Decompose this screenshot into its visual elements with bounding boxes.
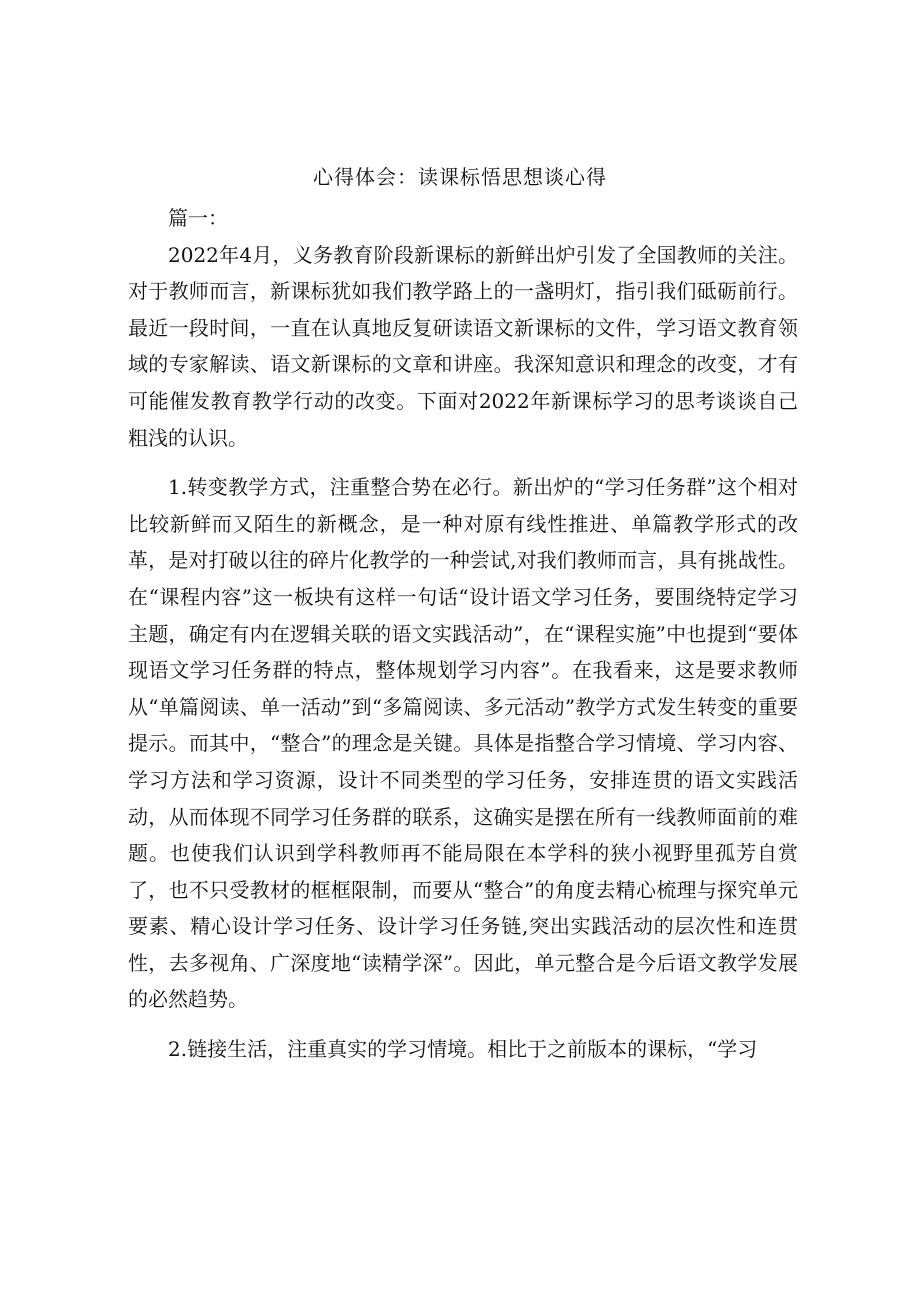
- document-title: 心得体会：读课标悟思想谈心得: [313, 165, 607, 189]
- paragraph-intro: 2022年4月，义务教育阶段新课标的新鲜出炉引发了全国教师的关注。对于教师而言，新课标犹如我们教学路上的一盏明灯，指引我们砥砺前行。最近一段时间，一直在认真地反复研读语文新课标的文件，学习语文教育领域的专家解读、语文新课标的文章和讲座。我深知意识和理念的改变，才有可能催发教育教学行动的改变。下面对2022年新课标学习的思考谈谈自己粗浅的认识。: [128, 242, 798, 450]
- section-label: 篇一：: [168, 206, 228, 230]
- paragraph-point-2: 2.链接生活，注重真实的学习情境。相比于之前版本的课标，“学习: [168, 1037, 758, 1062]
- document-body: [128, 200, 798, 1068]
- paragraph-spacer: [128, 456, 798, 469]
- paragraph-point-1: 1.转变教学方式，注重整合势在必行。新出炉的“学习任务群”这个相对比较新鲜而又陌生的新概念，是一种对原有线性推进、单篇教学形式的改革，是对打破以往的碎片化教学的一种尝试,对我们教师而言，具有挑战性。在“课程内容”这一板块有这样一句话“设计语文学习任务，要围绕特定学习主题，确定有内在逻辑关联的语文实践活动”，在“课程实施”中也提到“要体现语文学习任务群的特点，整体规划学习内容”。在我看来，这是要求教师从“单篇阅读、单一活动”到“多篇阅读、多元活动”教学方式发生转变的重要提示。而其中，“整合”的理念是关键。具体是指整合学习情境、学习内容、学习方法和学习资源，设计不同类型的学习任务，安排连贯的语文实践活动，从而体现不同学习任务群的联系，这确实是摆在所有一线教师面前的难题。也使我们认识到学科教师再不能局限在本学科的狭小视野里孤芳自赏了，也不只受教材的框框限制，而要从“整合”的角度去精心梳理与探究单元要素、精心设计学习任务、设计学习任务链,突出实践活动的层次性和连贯性，去多视角、广深度地“读精学深”。因此，单元整合是今后语文教学发展的必然趋势。: [128, 475, 798, 1012]
- paragraph-spacer: [128, 1018, 798, 1031]
